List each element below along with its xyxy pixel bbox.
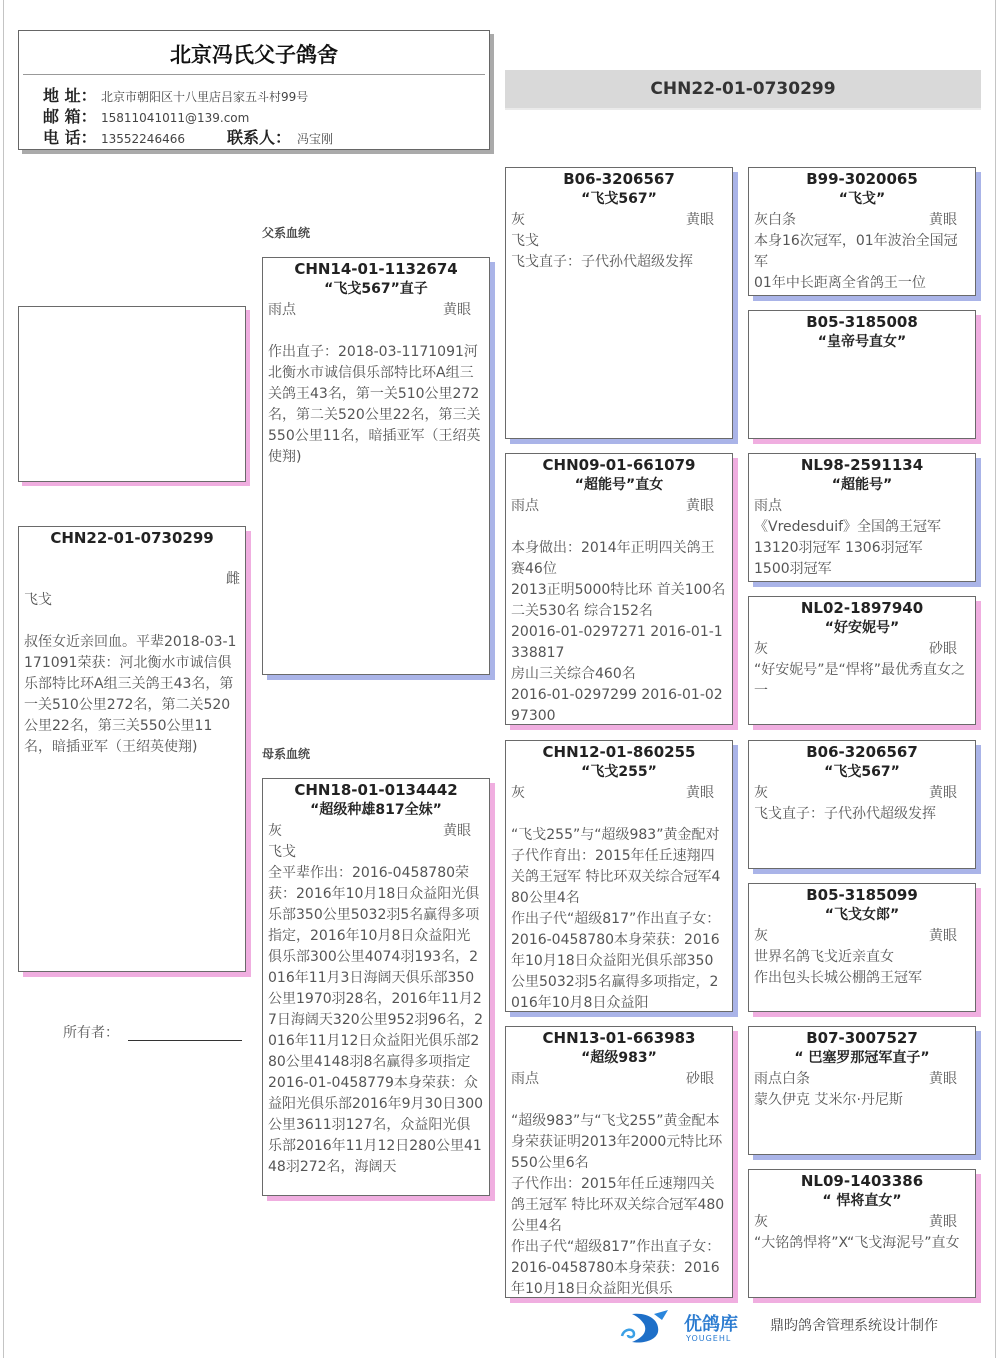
ddd-color: 灰 [754,1214,768,1230]
dam-strain: 飞戈 [268,844,296,860]
footer-brand: 优鸽库 [684,1314,738,1335]
ss-notes: 飞戈直子：子代孙代超级发挥 [511,254,693,270]
dd-name: “超级983” [581,1050,657,1066]
dds-notes: 蒙久伊克 艾米尔·丹尼斯 [754,1092,903,1108]
loft-title: 北京冯氏父子鸽舍 [170,43,338,67]
ds-name: “飞戈255” [581,764,657,780]
sss-eye: 黄眼 [929,212,957,228]
dam-ring: CHN18-01-0134442 [294,781,458,799]
loft-info-card [18,30,490,150]
dam-notes: 全平辈作出：2016-0458780荣获：2016年10月18日众益阳光俱乐部350公里5032羽5名赢得多项指定，2016年10月8日众益阳光俱乐部300公里4074羽193名，2016年11月3日海阔天俱乐部350公里1970羽28名，2016年11月27日海阔天320公里952羽96名，2016年11月12日众益阳光俱乐部280公里4148羽8名赢得多项指定 2016-01-0458779本身荣获：众益阳光俱乐部2016年9月30日300公里3611羽127名，众益阳光俱乐部2016年11月12日280公里4148羽272名，海阔天 [268,865,484,1175]
dds-color: 雨点白条 [754,1071,810,1087]
dd-color: 雨点 [511,1071,539,1087]
sire-eye: 黄眼 [443,302,471,318]
ss-eye: 黄眼 [686,212,714,228]
phone-value: 13552246466 [101,132,185,146]
sire-line-label: 父系血统 [262,226,311,240]
sdd-card [748,596,976,725]
ds-eye: 黄眼 [686,785,714,801]
email-label: 邮 箱： [43,107,97,126]
sd-ring: CHN09-01-661079 [542,456,696,474]
dsd-ring: B05-3185099 [806,886,918,904]
dd-notes: “超级983”与“飞戈255”黄金配本身荣获证明2013年2000元特比环550公里6名 子代作出：2015年任丘速翔四关鸽王冠军 特比环双关综合冠军480公里4名 作出子代“超级817”作出直子女：2016-0458780本身荣获：2016年10月18日众益阳光俱乐 [511,1113,725,1297]
dss-card [748,740,976,869]
dsd-notes: 世界名鸽飞戈近亲直女 作出包头长城公棚鸽王冠军 [754,949,922,986]
sire-ring: CHN14-01-1132674 [294,260,458,278]
sd-name: “超能号”直女 [574,477,664,493]
phone-label: 电 话： [43,128,97,147]
sdd-eye: 砂眼 [929,641,957,657]
sss-ring: B99-3020065 [806,170,918,188]
ssd-name: “皇帝号直女” [817,334,907,350]
sd-notes: 本身做出：2014年正明四关鸽王赛46位 2013正明5000特比环 首关100名 二关530名 综合152名 20016-01-0297271 2016-01-1338817 房山三关综合460名 2016-01-0297299 2016-01-0297300 [511,540,726,724]
pedigree-banner: CHN22-01-0730299 [505,70,981,110]
sire-card [262,257,490,675]
sire-sire-card [505,167,733,439]
subject-strain: 飞戈 [24,592,52,608]
footer-credit: 鼎昀鸽舍管理系统设计制作 [770,1318,938,1334]
page-right-border [995,0,996,1358]
ddd-ring: NL09-1403386 [800,1172,924,1190]
ss-ring: B06-3206567 [563,170,675,188]
ddd-notes: “大铭鸽悍将”X“飞戈海泥号”直女 [754,1235,960,1251]
dds-eye: 黄眼 [929,1071,957,1087]
contact-label: 联系人： [226,128,291,147]
dam-card [262,778,490,1196]
sd-color: 雨点 [511,498,539,514]
contact-value: 冯宝刚 [297,132,334,146]
sds-name: “超能号” [831,477,893,493]
page-left-border [3,0,4,1358]
ds-ring: CHN12-01-860255 [542,743,696,761]
owner-label: 所有者： [63,1025,119,1041]
dss-name: “飞戈567” [824,764,900,780]
dds-name: “ 巴塞罗那冠军直子” [794,1050,930,1066]
sss-name: “飞戈” [838,191,886,207]
subject-sex: 雌 [226,571,240,587]
ss-strain: 飞戈 [511,233,539,249]
sd-eye: 黄眼 [686,498,714,514]
ss-name: “飞戈567” [581,191,657,207]
dsd-card [748,883,976,1012]
ddd-card [748,1169,976,1298]
pigeon-photo [18,306,246,482]
dss-ring: B06-3206567 [806,743,918,761]
dd-eye: 砂眼 [686,1071,714,1087]
dds-card [748,1026,976,1155]
ssd-card [748,310,976,439]
subject-ring: CHN22-01-0730299 [50,529,214,547]
dss-eye: 黄眼 [929,785,957,801]
address-row [43,85,308,106]
sire-dam-card [505,453,733,725]
sss-notes: 本身16次冠军，01年波治全国冠军 01年中长距离全省鸽王一位 [754,233,958,291]
sire-color: 雨点 [268,302,296,318]
address-label: 地 址： [43,86,97,105]
sdd-notes: “好安妮号”是“悍将”最优秀直女之一 [754,662,966,699]
sds-card [748,453,976,582]
dss-notes: 飞戈直子：子代孙代超级发挥 [754,806,936,822]
dd-ring: CHN13-01-663983 [542,1029,696,1047]
dam-dam-card [505,1026,733,1298]
footer-brand-en: YOUGEHL [686,1334,732,1343]
address-value: 北京市朝阳区十八里店吕家五斗村99号 [101,90,309,104]
dam-sire-card [505,740,733,1012]
dsd-color: 灰 [754,928,768,944]
subject-notes: 叔侄女近亲回血。平辈2018-03-1171091荣获：河北衡水市诚信俱乐部特比环A组三关鸽王43名，第一关510公里272名，第二关520公里22名，第三关550公里11名，暗插亚军（王绍英使翔) [24,634,237,755]
dam-line-label: 母系血统 [262,747,311,761]
dam-eye: 黄眼 [443,823,471,839]
dam-name: “超级种雄817全妹” [310,802,442,818]
ds-notes: “飞戈255”与“超级983”黄金配对子代作育出：2015年任丘速翔四关鸽王冠军 特比环双关综合冠军480公里4名 作出子代“超级817”作出直子女：2016-0458780本身荣获：2016年10月18日众益阳光俱乐部350公里5032羽5名赢得多项指定，2016年10月8日众益阳 [511,827,721,1011]
ss-color: 灰 [511,212,525,228]
dss-color: 灰 [754,785,768,801]
email-value: 15811041011@139.com [101,111,250,125]
sdd-color: 灰 [754,641,768,657]
dam-color: 灰 [268,823,282,839]
sire-name: “飞戈567”直子 [324,281,428,297]
dsd-name: “飞戈女郎” [824,907,900,923]
divider [23,74,485,75]
phone-row [43,127,333,148]
sss-card [748,167,976,296]
ddd-name: “ 悍将直女” [822,1193,902,1209]
sds-color: 雨点 [754,498,782,514]
owner-signature-line [128,1040,242,1041]
sdd-ring: NL02-1897940 [800,599,924,617]
ddd-eye: 黄眼 [929,1214,957,1230]
youge-logo-icon [618,1308,674,1346]
dds-ring: B07-3007527 [806,1029,918,1047]
ssd-ring: B05-3185008 [806,313,918,331]
ds-color: 灰 [511,785,525,801]
sds-ring: NL98-2591134 [800,456,924,474]
sire-notes: 作出直子：2018-03-1171091河北衡水市诚信俱乐部特比环A组三关鸽王43名，第一关510公里272名，第二关520公里22名，第三关550公里11名，暗插亚军（王绍英使翔) [268,344,481,465]
sdd-name: “好安妮号” [824,620,900,636]
dsd-eye: 黄眼 [929,928,957,944]
sss-color: 灰白条 [754,212,796,228]
email-row [43,106,249,127]
sds-notes: 《Vredesduif》全国鸽王冠军 13120羽冠军 1306羽冠军 1500羽冠军 [754,519,942,577]
subject-card [18,526,246,972]
